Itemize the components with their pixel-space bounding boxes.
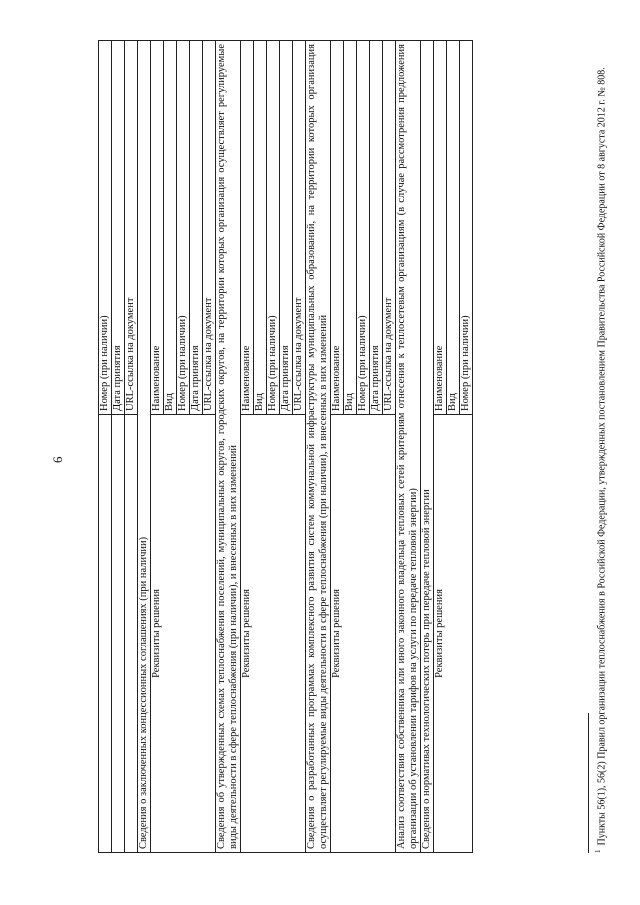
requisites-table [98, 40, 473, 853]
section-heading: Анализ соответствия собственника или иного законного владельца тепловых сетей критериям отнесения к теплосетевым организациям (в случае рассмотрения предложения организации об установлении тарифов на услуги по передаче тепловой энергии) [396, 41, 421, 853]
field-name: Номер (при наличии) [357, 41, 370, 415]
field-name: Вид [164, 41, 177, 415]
requisites-label: Реквизиты решения [151, 415, 216, 853]
field-row [112, 41, 125, 853]
field-name: Дата принятия [370, 41, 383, 415]
section-row [421, 41, 434, 853]
field-name: URL-ссылка на документ [293, 41, 306, 415]
requisites-label [99, 415, 112, 853]
section-heading: Сведения о разработанных программах комплексного развития систем коммунальной инфраструктуры муниципальных образований, на территории которых организация осуществляет регулируемые виды деятельности в сфере теплоснабжения (при наличии), и внесенных в них изменений [306, 41, 331, 853]
section-row [216, 41, 241, 853]
field-name: Наименование [434, 41, 447, 415]
field-name: Наименование [331, 41, 344, 415]
footnote-mark: 1 [594, 849, 602, 853]
field-name: Номер (при наличии) [267, 41, 280, 415]
requisites-label: Реквизиты решения [241, 415, 306, 853]
field-name: URL-ссылка на документ [383, 41, 396, 415]
field-name: Вид [447, 41, 460, 415]
requisites-label: Реквизиты решения [434, 415, 473, 853]
field-row [151, 41, 164, 853]
field-row [241, 41, 254, 853]
field-name: Дата принятия [280, 41, 293, 415]
footnote-text: Пункты 56(1), 56(2) Правил организации теплоснабжения в Российской Федерации, утвержденных постановлением Правительства Российской Федерации от 8 августа 2012 г. № 808. [596, 67, 608, 846]
section-heading: Сведения о заключенных концессионных соглашениях (при наличии) [138, 41, 151, 853]
field-name: Номер (при наличии) [460, 41, 473, 415]
section-row [138, 41, 151, 853]
field-name: Вид [254, 41, 267, 415]
section-row [396, 41, 421, 853]
footnote-rule [588, 713, 589, 853]
field-name: Вид [344, 41, 357, 415]
field-row [125, 41, 138, 853]
field-name: Наименование [151, 41, 164, 415]
field-row [99, 41, 112, 853]
field-name: Номер (при наличии) [99, 41, 112, 415]
field-name: URL-ссылка на документ [203, 41, 216, 415]
page-number: 6 [50, 456, 65, 463]
field-name: Номер (при наличии) [177, 41, 190, 415]
section-heading: Сведения об утвержденных схемах теплоснабжения поселений, муниципальных округов, городских округов, на территории которых организация осуществляет регулируемые виды деятельности в сфере теплоснабжения (при наличии), и внесенных в них изменений [216, 41, 241, 853]
field-name: Наименование [241, 41, 254, 415]
section-heading: Сведения о нормативах технологических потерь при передаче тепловой энергии [421, 41, 434, 853]
requisites-label: Реквизиты решения [331, 415, 396, 853]
field-name: URL-ссылка на документ [125, 41, 138, 415]
section-row [306, 41, 331, 853]
field-row [434, 41, 447, 853]
field-name: Дата принятия [190, 41, 203, 415]
requisites-label [112, 415, 125, 853]
footnote [592, 41, 608, 853]
field-row [331, 41, 344, 853]
field-name: Дата принятия [112, 41, 125, 415]
requisites-label [125, 415, 138, 853]
